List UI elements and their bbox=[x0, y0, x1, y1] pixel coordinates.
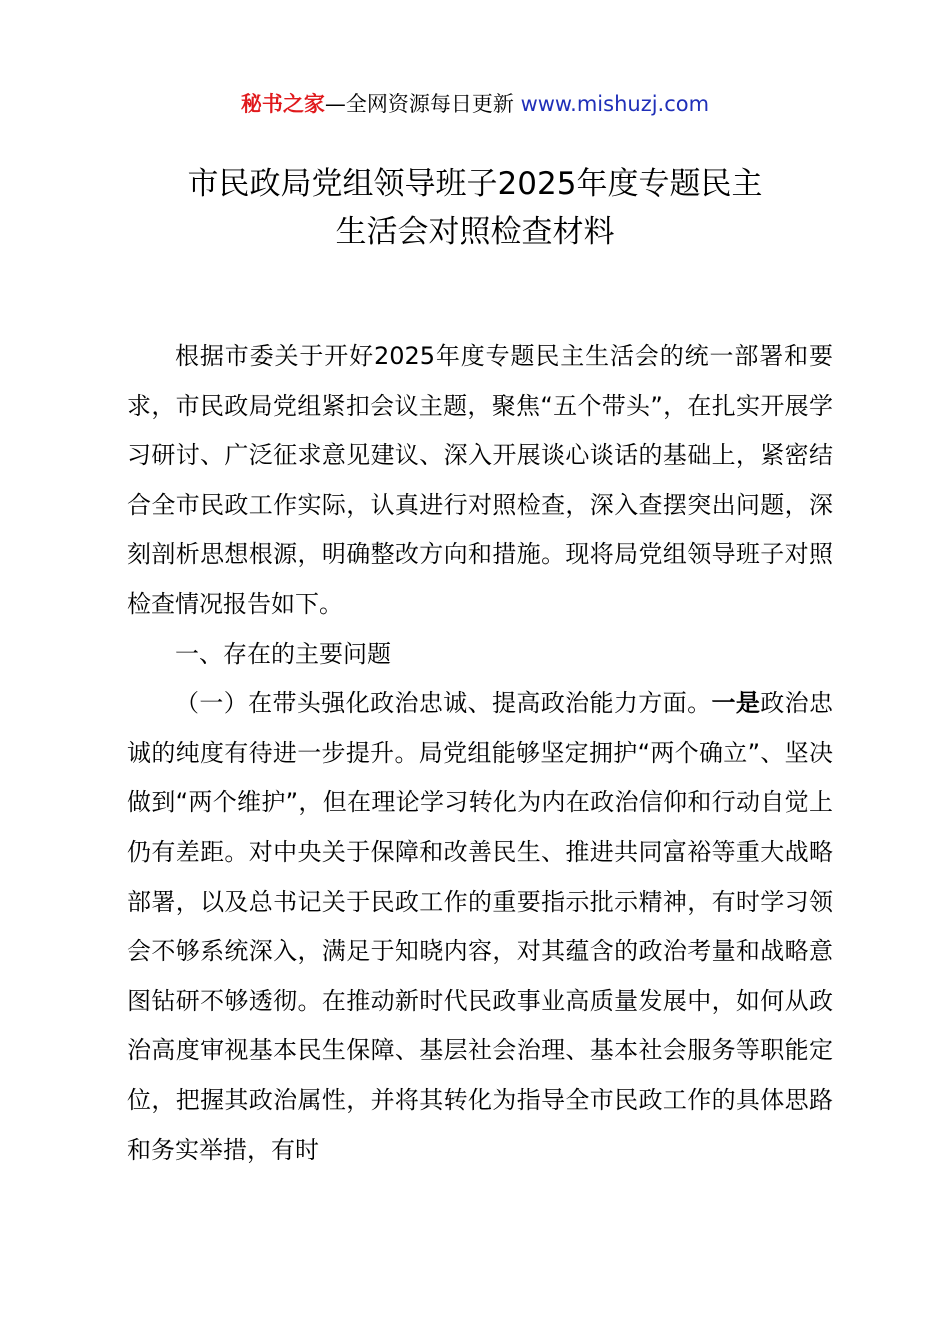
document-title bbox=[60, 160, 890, 256]
brand-name: 秘书之家 bbox=[240, 92, 325, 116]
subsection-text: 政治忠诚的纯度有待进一步提升。局党组能够坚定拥护“两个确立”、坚决做到“两个维护”，但在理论学习转化为内在政治信仰和行动自觉上仍有差距。对中央关于保障和改善民生、推进共同富裕等重大战略部署，以及总书记关于民政工作的重要指示批示精神，有时学习领会不够系统深入，满足于知晓内容，对其蕴含的政治考量和战略意图钻研不够透彻。在推动新时代民政事业高质量发展中，如何从政治高度审视基本民生保障、基层社会治理、基本社会服务等职能定位，把握其政治属性，并将其转化为指导全市民政工作的具体思路和务实举措，有时 bbox=[127, 689, 834, 1164]
document-title-line-1: 市民政局党组领导班子2025年度专题民主 bbox=[187, 166, 763, 202]
section-heading: 一、存在的主要问题 bbox=[175, 639, 391, 668]
point-lead: 一是 bbox=[711, 689, 761, 718]
document-body bbox=[127, 332, 833, 1175]
site-url-link[interactable]: www.mishuzj.com bbox=[520, 92, 710, 116]
subsection-paragraph bbox=[127, 679, 833, 1175]
header-slogan: —全网资源每日更新 bbox=[324, 92, 521, 116]
document-title-line-2: 生活会对照检查材料 bbox=[335, 214, 615, 250]
subsection-heading: （一）在带头强化政治忠诚、提高政治能力方面。 bbox=[175, 689, 712, 718]
intro-paragraph: 根据市委关于开好2025年度专题民主生活会的统一部署和要求，市民政局党组紧扣会议主题，聚焦“五个带头”，在扎实开展学习研讨、广泛征求意见建议、深入开展谈心谈话的基础上，紧密结合全市民政工作实际，认真进行对照检查，深入查摆突出问题，深刻剖析思想根源，明确整改方向和措施。现将局党组领导班子对照检查情况报告如下。 bbox=[127, 342, 833, 618]
site-header bbox=[0, 88, 950, 120]
